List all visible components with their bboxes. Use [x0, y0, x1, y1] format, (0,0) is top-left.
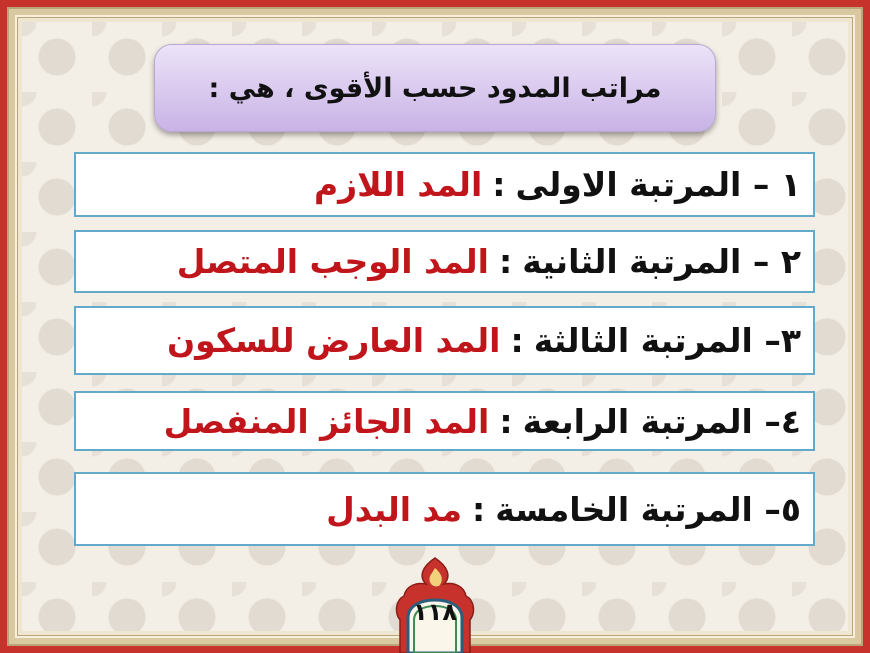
- rank-madd: المد الجائز المنفصل: [163, 401, 490, 441]
- rank-madd: المد الوجب المتصل: [176, 242, 489, 281]
- rank-madd: المد العارض للسكون: [167, 321, 501, 360]
- rank-label: ٤– المرتبة الرابعة: [522, 401, 801, 441]
- rank-box-2: [74, 230, 815, 293]
- rank-colon: :: [492, 165, 506, 204]
- rank-label: ٥– المرتبة الخامسة: [495, 489, 801, 529]
- rank-madd: المد اللازم: [313, 165, 483, 204]
- rank-colon: :: [472, 489, 486, 529]
- page-number: ١١٨: [413, 598, 457, 626]
- rank-box-5: [74, 472, 815, 546]
- rank-madd: مد البدل: [326, 489, 463, 529]
- rank-colon: :: [510, 321, 524, 360]
- rank-box-4: [74, 391, 815, 451]
- rank-colon: :: [499, 401, 513, 441]
- slide-title: مراتب المدود حسب الأقوى ، هي :: [208, 72, 662, 104]
- rank-colon: :: [499, 242, 513, 281]
- title-box: [154, 44, 716, 132]
- rank-label: ٣– المرتبة الثالثة: [533, 321, 801, 360]
- rank-label: ١ – المرتبة الاولى: [515, 165, 801, 204]
- rank-label: ٢ – المرتبة الثانية: [522, 242, 801, 281]
- rank-box-1: [74, 152, 815, 217]
- rank-box-3: [74, 306, 815, 375]
